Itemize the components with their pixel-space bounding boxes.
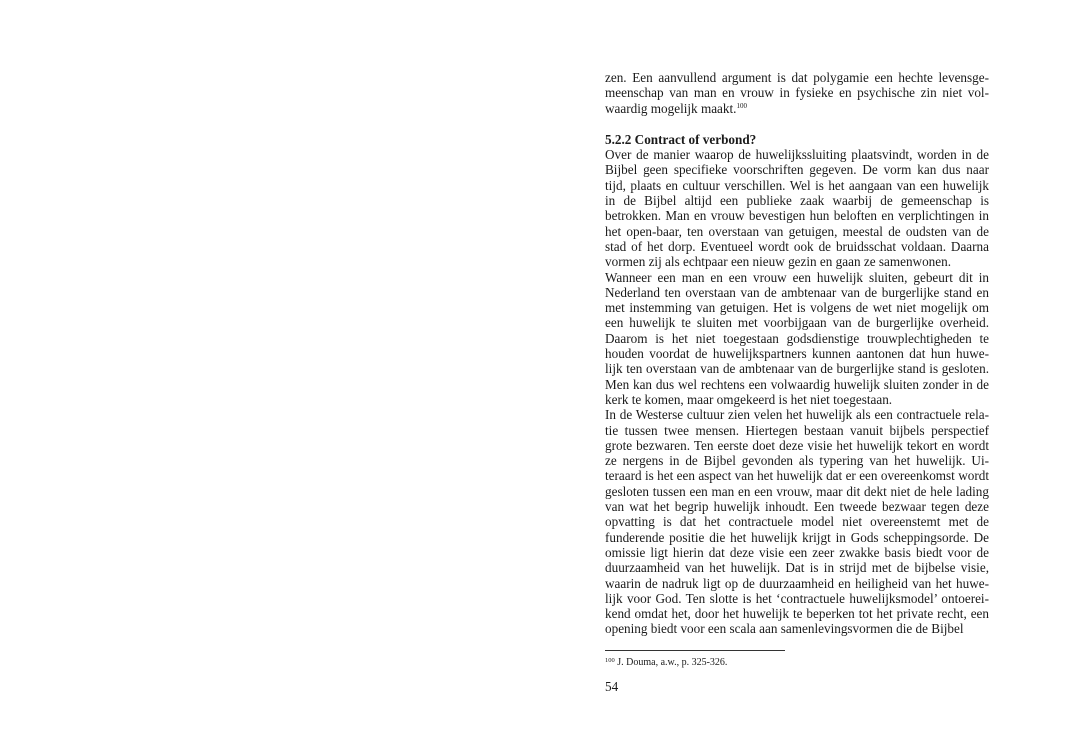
page-text-column xyxy=(605,70,989,637)
intro-paragraph xyxy=(605,70,989,116)
footnote-text: J. Douma, a.w., p. 325-326. xyxy=(614,657,728,668)
body-paragraph-3: In de Westerse cultuur zien velen het huwelijk als een contractuele rela-tie tussen twee mensen. Hiertegen bestaan vanuit bijbels perspectief grote bezwaren. Ten eerste doet deze visie het huwelijk tekort en wordt ze nergens in de Bijbel gevonden als typering van het huwelijk. Ui-teraard is het een aspect van het huwelijk dat er een overeenkomst wordt gesloten tussen een man en een vrouw, maar dit dekt niet de hele lading van wat het begrip huwelijk inhoudt. Een tweede bezwaar tegen deze opvatting is dat het contractuele model niet overeenstemt met de funderende positie die het huwelijk krijgt in Gods scheppingsorde. De omissie ligt hierin dat deze visie een zeer zwakke basis biedt voor de duurzaamheid van het huwelijk. Dat is in strijd met de bijbelse visie, waarin de nadruk ligt op de duurzaamheid en heiligheid van het huwe-lijk voor God. Ten slotte is het ‘contractuele huwelijksmodel’ ontoerei-kend omdat het, door het huwelijk te beperken tot het private recht, een opening biedt voor een scala aan samenlevingsvormen die de Bijbel xyxy=(605,407,989,637)
intro-text: zen. Een aanvullend argument is dat polygamie een hechte levensge-meenschap van man en vrouw in fysieke en psychische zin niet vol-waardig mogelijk maakt. xyxy=(605,70,989,116)
footnote-number: 100 xyxy=(605,657,615,664)
footnote-reference: 100 xyxy=(736,101,747,110)
body-paragraph-2: Wanneer een man en een vrouw een huwelijk sluiten, gebeurt dit in Nederland ten overstaan van de ambtenaar van de burgerlijke stand en met instemming van getuigen. Het is volgens de wet niet mogelijk om een huwelijk te sluiten met voorbijgaan van de burgerlijke overheid. Daarom is het niet toegestaan godsdienstige trouwplechtigheden te houden voordat de huwelijkspartners kunnen aantonen dat hun huwe-lijk ten overstaan van de ambtenaar van de burgerlijke stand is gesloten. Men kan dus wel rechtens een volwaardig huwelijk sluiten zonder in de kerk te komen, maar omgekeerd is het niet toegestaan. xyxy=(605,269,989,407)
footnote-divider xyxy=(605,650,785,651)
footnote xyxy=(605,657,989,669)
page-number: 54 xyxy=(605,679,619,694)
section-heading: 5.2.2 Contract of verbond? xyxy=(605,131,757,147)
body-paragraph-1: Over de manier waarop de huwelijkssluiting plaatsvindt, worden in de Bijbel geen specifieke voorschriften gegeven. De vorm kan dus naar tijd, plaats en cultuur verschillen. Wel is het aangaan van een huwelijk in de Bijbel altijd een publieke zaak waarbij de gemeenschap is betrokken. Man en vrouw bevestigen hun beloften en verplichtingen in het open-baar, ten overstaan van getuigen, meestal de oudsten van de stad of het dorp. Eventueel wordt ook de bruidsschat voldaan. Daarna vormen zij als echtpaar een nieuw gezin en gaan ze samenwonen. xyxy=(605,147,989,270)
